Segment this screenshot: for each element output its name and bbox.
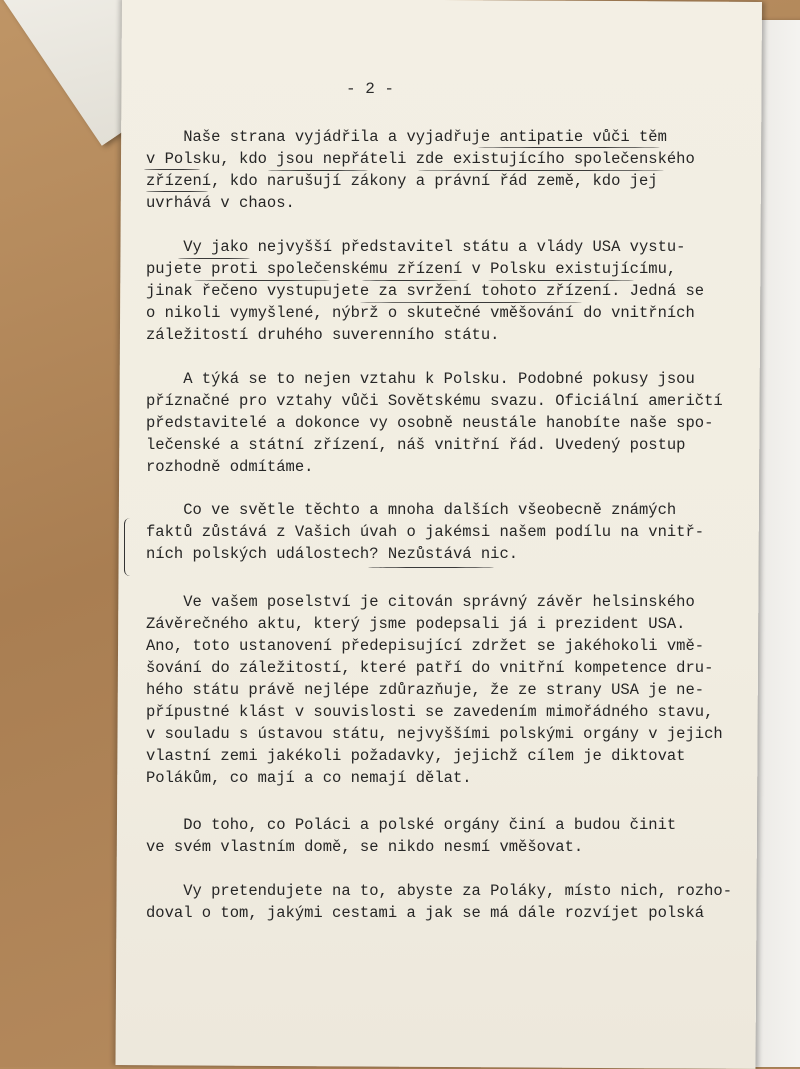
text-line: Ve vašem poselství je citován správný závěr helsinského: [146, 593, 695, 611]
text-line: A týká se to nejen vztahu k Polsku. Podobné pokusy jsou: [146, 370, 695, 388]
text-line: v souladu s ústavou státu, nejvyššími polskými orgány v jejich: [146, 725, 723, 743]
handwritten-underline: [478, 147, 660, 148]
text-line: příznačné pro vztahy vůči Sovětskému svazu. Oficiální američtí: [146, 392, 723, 410]
text-line: ních polských událostech? Nezůstává nic.: [146, 545, 519, 563]
text-line: ve svém vlastním domě, se nikdo nesmí vměšovat.: [146, 838, 584, 856]
text-line: Vy pretendujete na to, abyste za Poláky, místo nich, rozho-: [146, 882, 732, 900]
text-line: Závěrečného aktu, který jsme podepsali já i prezident USA.: [146, 615, 686, 633]
handwritten-underline: [146, 191, 208, 192]
handwritten-underline: [418, 170, 664, 171]
paragraph-4: [146, 499, 706, 565]
handwritten-underline: [488, 280, 634, 281]
text-line: Co ve světle těchto a mnoha dalších všeobecně známých: [146, 501, 677, 519]
text-line: zřízení, kdo narušují zákony a právní řád země, kdo jej: [146, 172, 658, 190]
handwritten-underline: [178, 258, 250, 259]
text-line: Naše strana vyjádřila a vyjadřuje antipatie vůči těm: [146, 128, 667, 146]
text-line: představitelé a dokonce vy osobně neustále hanobíte naše spo-: [146, 414, 714, 432]
paragraph-2: [146, 236, 706, 346]
text-line: Vy jako nejvyšší představitel státu a vlády USA vystu-: [146, 238, 686, 256]
text-line: Do toho, co Poláci a polské orgány činí a budou činit: [146, 816, 677, 834]
text-line: faktů zůstává z Vašich úvah o jakémsi našem podílu na vnitř-: [146, 523, 705, 541]
text-line: hého státu právě nejlépe zdůrazňuje, že ze strany USA je ne-: [146, 681, 705, 699]
text-line: doval o tom, jakými cestami a jak se má dále rozvíjet polská: [146, 904, 705, 922]
paragraph-3: [146, 368, 723, 478]
text-line: o nikoli vymyšlené, nýbrž o skutečné vměšování do vnitřních: [146, 304, 695, 322]
margin-bracket-mark: [124, 518, 133, 576]
text-line: šování do záležitostí, které patří do vnitřní kompetence dru-: [146, 659, 714, 677]
page-number: - 2 -: [346, 80, 395, 98]
handwritten-underline: [144, 169, 200, 170]
text-line: přípustné klást v souvislosti se zavedením mimořádného stavu,: [146, 703, 714, 721]
text-line: jinak řečeno vystupujete za svržení tohoto zřízení. Jedná se: [146, 282, 705, 300]
paragraph-7: [146, 880, 732, 924]
handwritten-underline: [268, 170, 368, 171]
handwritten-underline: [194, 280, 330, 281]
text-line: vlastní zemi jakékoli požadavky, jejichž cílem je diktovat: [146, 747, 686, 765]
text-line: pujete proti společenskému zřízení v Polsku existujícímu,: [146, 260, 677, 278]
text-line: rozhodně odmítáme.: [146, 458, 314, 476]
handwritten-underline: [360, 302, 582, 303]
paragraph-6: [146, 814, 706, 858]
paragraph-5: [146, 591, 723, 789]
text-line: Polákům, co mají a co nemají dělat.: [146, 769, 472, 787]
text-line: uvrhává v chaos.: [146, 194, 295, 212]
handwritten-underline: [368, 567, 494, 568]
text-line: lečenské a státní zřízení, náš vnitřní řád. Uvedený postup: [146, 436, 686, 454]
text-line: v Polsku, kdo jsou nepřáteli zde existujícího společenského: [146, 150, 695, 168]
handwritten-underline: [362, 280, 458, 281]
text-line: Ano, toto ustanovení předepisující zdržet se jakéhokoli vmě-: [146, 637, 705, 655]
text-line: záležitostí druhého suverenního státu.: [146, 326, 500, 344]
